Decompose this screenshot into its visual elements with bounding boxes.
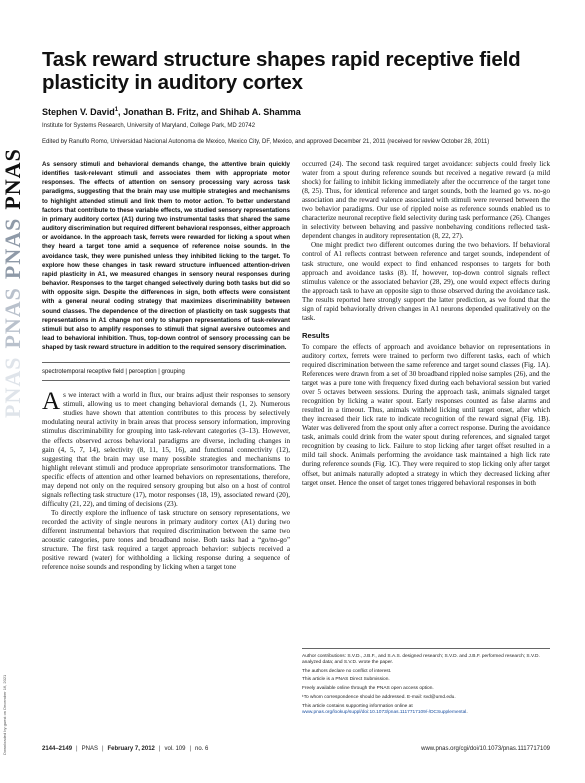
footer-issue: no. 6: [195, 746, 209, 752]
right-column: [302, 160, 550, 488]
drop-cap: A: [42, 388, 61, 416]
journal-side-brand-text: [1, 140, 25, 418]
brand-word: PNAS: [0, 287, 25, 349]
download-note-text: Downloaded by guest on December 16, 2021: [2, 674, 7, 755]
brand-word: PNAS: [0, 356, 25, 418]
author-name: Stephen V. David: [42, 107, 115, 117]
edited-by: Edited by Ranulfo Romo, Universidad Nacional Autonoma de Mexico, Mexico City, DF, Mexico, and approved December 21, 2011 (received for review October 28, 2011): [42, 139, 490, 145]
footnote-open-access: Freely available online through the PNAS open access option.: [302, 686, 434, 692]
intro-paragraph: [42, 388, 290, 509]
results-paragraph: To compare the effects of approach and avoidance behavior on representations in auditory cortex, ferrets were trained to perform two different tasks, each of which required discrimination between the same reference and target sound classes (Fig. 1A). References were drawn from a set of 30 broadband rippled noise samples (26), and the target was a pure tone with frequency fixed during each behavioral session but varied over 5 octaves between sessions. During the approach task, animals signaled target recognition by licking a water spout. Early responses counted as false alarms and resulted in a timeout. Thus, animals withheld licking until target onset, after which they increased their lick rate to indicate recognition of the reward signal (Fig. 1B). Water was delivered from the spout only after a correct response. During the avoidance task, animals could drink from the water spout during references, and signaled target recognition by ceasing to lick. Failure to stop licking after target offset resulted in a mild tail shock. Animals performing the avoidance task maintained a high lick rate during reference sounds (Fig. 1C). They were required to stop licking only after target offset, but animals naturally adopted a strategy in which they decreased licking after target onset. Hence the onset of target tones triggered behavioral responses in both: [302, 342, 550, 487]
footnote-direct-submission: This article is a PNAS Direct Submission.: [302, 677, 390, 683]
keywords: spectrotemporal receptive field | perception | grouping: [42, 362, 290, 376]
footer-citation: 2144–2149 | PNAS | February 7, 2012 | vol. 109 | no. 6: [42, 746, 209, 752]
page-footer: [42, 746, 550, 756]
abstract: As sensory stimuli and behavioral demands change, the attentive brain quickly identifies task-relevant stimuli and associates them with appropriate motor responses. The effects of attention on sensory processing vary across task paradigms, suggesting that the brain may use multiple strategies and mechanisms to highlight attended stimuli and link them to motor action. To better understand factors that contribute to these variable effects, we studied sensory representations in primary auditory cortex (A1) during two instrumental tasks that shared the same auditory discrimination but required different behavioral responses, either approach or avoidance. In the approach task, ferrets were rewarded for licking a spout when they heard a target tone amid a sequence of reference noise sounds. In the avoidance task, they were punished unless they inhibited licking to the target. To explore how these changes in task reward structure influenced attention-driven rapid plasticity in A1, we measured changes in sensory neural responses during behavior. Responses to the target changed selectively during both tasks but did so with opposite sign. Despite the differences in sign, both effects were consistent with a general neural coding strategy that maximizes discriminability between sound classes. The dependence of the direction of plasticity on task suggests that representations in A1 change not only to sharpen representations of task-relevant stimuli but also to amplify responses to stimuli that signal aversive outcomes and lead to behavioral inhibition. Thus, top-down control of sensory processing can be shaped by task reward structure in addition to the required sensory discrimination.: [42, 161, 290, 352]
author-separator: ,: [118, 107, 124, 117]
left-column: [42, 160, 290, 572]
footer-volume: vol. 109: [164, 746, 186, 752]
footer-journal: PNAS: [81, 746, 98, 752]
supporting-suffix: .: [466, 709, 468, 715]
footnote-contributions: Author contributions: S.V.D., J.B.F., and S.A.S. designed research; S.V.D. and J.B.F. performed research; S.V.D. analyzed data; and S.V.D. wrote the paper.: [302, 654, 540, 666]
supporting-info-link[interactable]: www.pnas.org/lookup/suppl/doi:10.1073/pnas.1117717109/-/DCSupplemental: [302, 709, 467, 715]
section-heading-results: Results: [302, 330, 330, 340]
footnote-supporting-info: [302, 704, 550, 716]
divider: [42, 380, 290, 381]
author-name: Shihab A. Shamma: [219, 107, 301, 117]
author-list: [42, 104, 542, 118]
article-title: Task reward structure shapes rapid receptive field plasticity in auditory cortex: [42, 48, 521, 94]
footnote-correspondence: ¹To whom correspondence should be addressed. E-mail: svd@umd.edu.: [302, 694, 456, 700]
footer-pages: 2144–2149: [42, 746, 73, 752]
download-note: [2, 674, 12, 765]
brand-word: PNAS: [0, 217, 25, 280]
author-name: Jonathan B. Fritz: [123, 107, 197, 117]
journal-side-brand: [0, 88, 26, 418]
intro-paragraph-2: To directly explore the influence of task structure on sensory representations, we recorded the activity of single neurons in primary auditory cortex (A1) during two different instrumental behaviors that required discrimination between the same two acoustic categories, pure tones and broadband noise. Both tasks had a “go/no-go” structure. The first task required a target approach behavior: subjects received a positive reward (water) for withholding a licking response during a sequence of reference noise sounds and responding by licking when a target tone: [42, 508, 290, 572]
footer-doi-link[interactable]: www.pnas.org/cgi/doi/10.1073/pnas.1117717109: [421, 746, 550, 752]
author-superscript: 1: [114, 107, 119, 113]
footer-date: February 7, 2012: [107, 746, 155, 752]
footnotes: [302, 648, 550, 718]
body-paragraph: One might predict two different outcomes during the two behaviors. If behavioral control of A1 reflects contrast between reference and target sounds, independent of task structure, one would expect to find enhanced responses to targets for both approach and avoidance tasks (8). If, however, top-down control signals reflect stimulus valence or the associated behavior (28, 29), one would expect effects during the approach task to have an opposite sign to those observed during the avoidance task. The results reported here strongly support the latter prediction, as we found that the sign of rapid behaviorally driven changes in A1 neurons depended qualitatively on the task.: [302, 241, 550, 322]
brand-word: PNAS: [0, 148, 25, 210]
author-separator: , and: [196, 107, 220, 117]
body-paragraph: occurred (24). The second task required target avoidance: subjects could freely lick water from a spout during reference sounds but received a negative reward (a mild shock) for failing to inhibit licking immediately after the occurrence of the target tone (8, 25). Thus, for identical reference and target sounds, both the learned go vs. no-go association and the reward valence associated with stimuli were reversed between the two behavior paradigms. Our use of rippled noise as reference sounds enabled us to characterize neuronal receptive field selectivity during task performance (26). Changes in selectivity between behaving and passive nonbehaving conditions reflected task-dependent changes in auditory representation (8, 22, 27).: [302, 160, 550, 241]
affiliation: Institute for Systems Research, University of Maryland, College Park, MD 20742: [42, 123, 256, 129]
intro-text: s we interact with a world in flux, our brains adjust their responses to sensory stimuli, allowing us to meet changing behavioral demands (1, 2). Numerous studies have shown that attention contributes to this process by selectively modulating neural activity in brain areas that process sensory information, improving stimulus discriminability for grouping into task-relevant categories (3–13). However, the effects observed across behavioral paradigms are diverse, including changes in gain (4, 5, 7, 14), selectivity (8, 11, 15, 16), and functional connectivity (12), suggesting that the brain may use many possible strategies and mechanisms to highlight relevant stimuli and produce appropriate sensorimotor transformations. The specific effects of attention and other learned behaviors on representations, therefore, may depend not only on the required sensory grouping but also on a host of control signals reflecting task structure (17), motor responses (18, 19), associated reward (20), difficulty (21, 22), and timing of decisions (23).: [42, 391, 290, 508]
supporting-prefix: This article contains supporting information online at: [302, 703, 413, 709]
footnote-conflict: The authors declare no conflict of interest.: [302, 668, 392, 674]
